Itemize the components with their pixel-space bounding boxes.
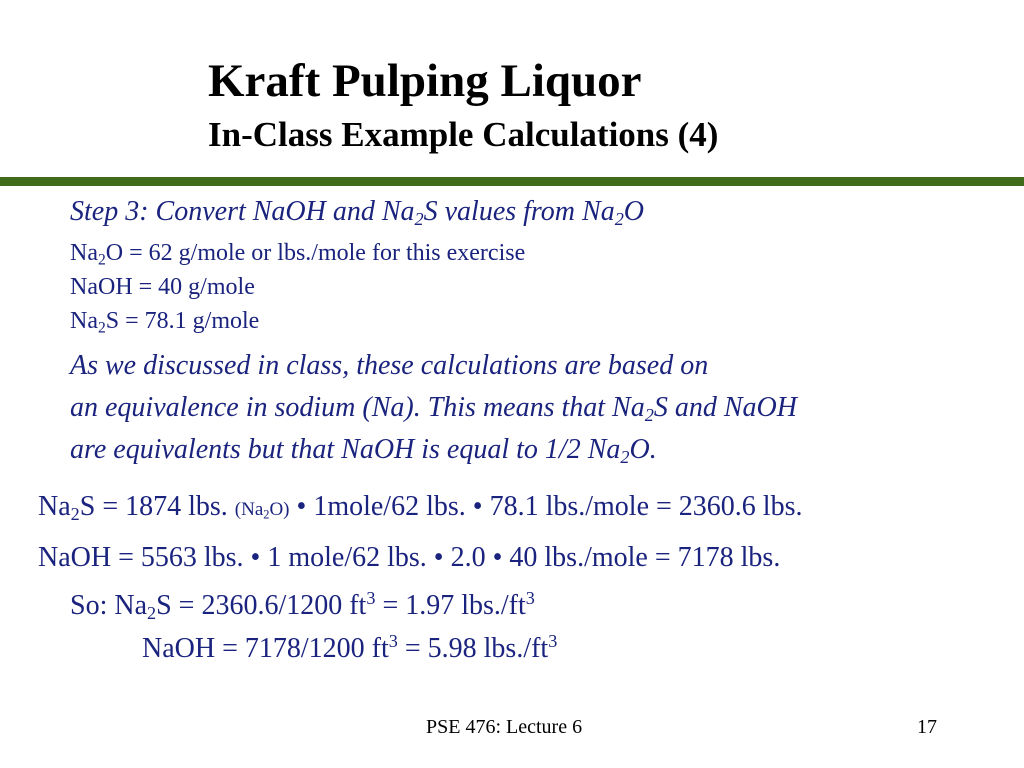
- naoh-concentration: NaOH = 7178/1200 $ft^3 = 5.98$ $lbs./ft^3$: [142, 631, 558, 664]
- footer-course: PSE 476: Lecture 6: [426, 716, 583, 738]
- slide-subtitle: In-Class Example Calculations (4): [208, 115, 719, 154]
- discussion-line-3: are equivalents but that NaOH is equal to 1/2 $Na_2O$.: [70, 434, 657, 468]
- step3-heading: Step 3: Convert NaOH and $Na_2S$ values from $Na_2O$: [70, 196, 645, 230]
- title-divider: [0, 177, 1024, 186]
- na2s-molar-mass: $Na_2S = 78.1$ g/mole: [70, 308, 260, 337]
- na2s-calculation: $Na_2S = 1874$ lbs. $(Na_2O)$ • 1mole/62 lbs. • 78.1 lbs./mole = 2360.6 lbs.: [38, 491, 803, 525]
- na2o-molar-mass: $Na_2O = 62$ g/mole or lbs./mole for this exercise: [70, 240, 526, 269]
- na2s-concentration: So: $Na_2S = 2360.6/1200$ $ft^3 = 1.97$ $lbs./ft^3$: [70, 588, 535, 624]
- slide-title: Kraft Pulping Liquor: [208, 55, 642, 107]
- discussion-line-1: As we discussed in class, these calculations are based on: [70, 350, 709, 381]
- discussion-line-2: an equivalence in sodium (Na). This means that $Na_2S$ and NaOH: [70, 392, 797, 426]
- naoh-calculation: NaOH = 5563 lbs. • 1 mole/62 lbs. • 2.0 • 40 lbs./mole = 7178 lbs.: [38, 542, 781, 573]
- page-number: 17: [917, 716, 937, 738]
- naoh-molar-mass: NaOH = 40 g/mole: [70, 274, 255, 300]
